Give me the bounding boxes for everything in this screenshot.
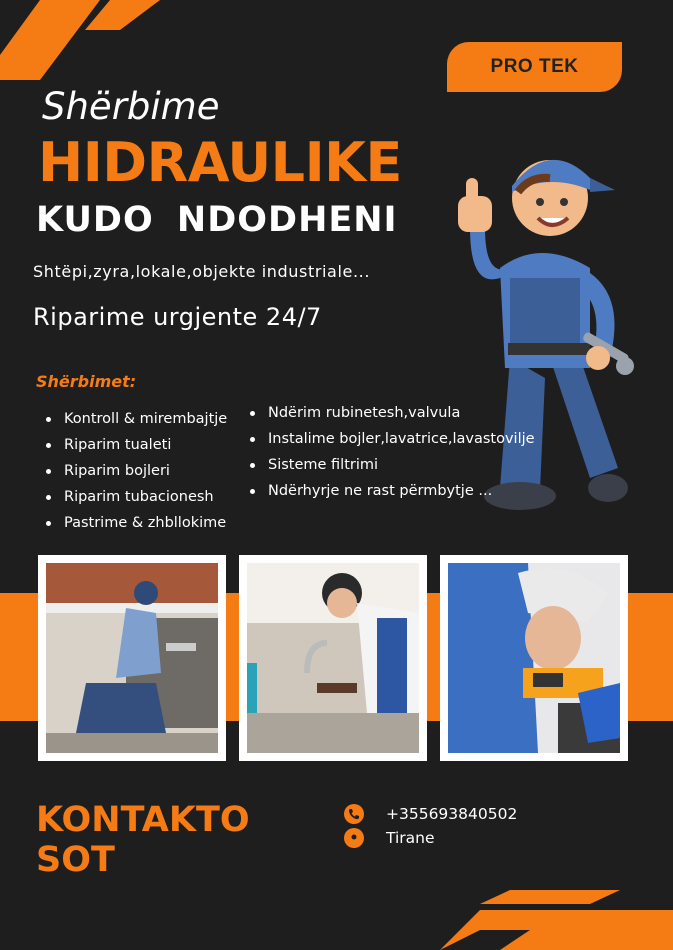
location-pin-icon [344,828,364,848]
brand-badge: PRO TEK [447,42,622,92]
list-item: Pastrime & zhbllokime [42,510,227,536]
top-left-stripes [0,0,180,95]
services-list-left [42,406,227,536]
list-item: Instalime bojler,lavatrice,lavastovilje [246,426,535,452]
contact-location [344,828,435,848]
city: Tirane [386,829,435,847]
contact-phone[interactable] [344,804,517,824]
headline-plumbing: HIDRAULIKE [38,131,402,194]
headline-anywhere: KUDO NDODHENI [36,200,398,240]
photo-plunger-sink [239,555,427,761]
urgent-repairs: Riparime urgjente 24/7 [33,303,322,331]
phone-number: +355693840502 [386,805,518,823]
bottom-right-stripes [420,890,673,950]
list-item: Ndërim rubinetesh,valvula [246,400,535,426]
headline-services: Shërbime [42,85,220,128]
list-item: Sisteme filtrimi [246,452,535,478]
list-item: Riparim tubacionesh [42,484,227,510]
contact-heading: KONTAKTO SOT [36,800,250,880]
services-list-right [246,400,535,504]
photo-sink-repair [38,555,226,761]
list-item: Ndërhyrje ne rast përmbytje ... [246,478,535,504]
photo-boiler-check [440,555,628,761]
services-title: Shërbimet: [36,372,137,391]
list-item: Riparim bojleri [42,458,227,484]
service-locations: Shtëpi,zyra,lokale,objekte industriale... [33,262,371,281]
list-item: Kontroll & mirembajtje [42,406,227,432]
phone-icon [344,804,364,824]
list-item: Riparim tualeti [42,432,227,458]
